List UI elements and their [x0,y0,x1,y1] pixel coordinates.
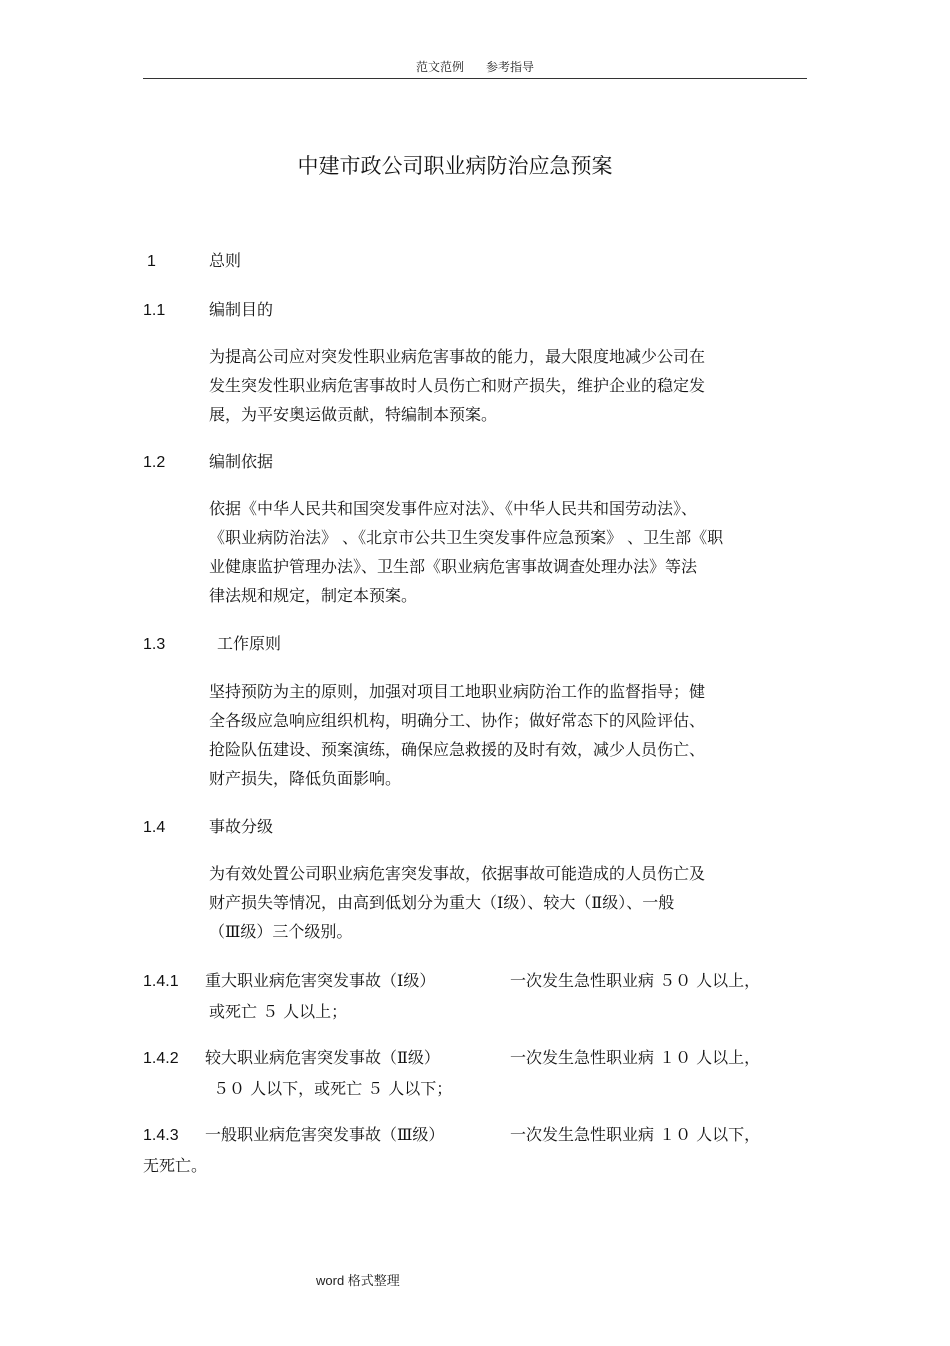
heading-number: 1 [147,253,156,270]
item-text: 一次发生急性职业病 ５０ 人以上， [510,971,761,990]
paragraph-line: 财产损失，降低负面影响。 [209,769,402,788]
item-number: 1.4.2 [143,1050,179,1067]
item-1-4-1 [143,966,813,1027]
header-right-text: 参考指导 [486,60,535,74]
heading-number: 1.1 [143,302,166,319]
heading-1-4 [143,815,273,840]
paragraph-line: 依据《中华人民共和国突发事件应对法》、《中华人民共和国劳动法》、 [209,499,698,518]
item-text-cont: 无死亡。 [143,1156,208,1175]
paragraph-line: 展，为平安奥运做贡献，特编制本预案。 [209,405,498,424]
heading-label: 编制目的 [209,300,274,319]
heading-label: 事故分级 [209,817,274,836]
paragraph-1-3 [209,677,809,793]
paragraph-line: 为提高公司应对突发性职业病危害事故的能力，最大限度地减少公司在 [209,347,706,366]
item-number: 1.4.1 [143,973,179,990]
item-title: 较大职业病危害突发事故（Ⅱ级） [205,1048,440,1067]
header-left-text: 范文范例 [415,60,464,74]
item-text-cont: ５０ 人以下，或死亡 ５ 人以下； [213,1079,453,1098]
heading-number: 1.2 [143,454,166,471]
heading-number: 1.3 [143,636,166,653]
paragraph-line: 发生突发性职业病危害事故时人员伤亡和财产损失，维护企业的稳定发 [209,376,706,395]
paragraph-line: 财产损失等情况，由高到低划分为重大（Ⅰ级）、较大（Ⅱ级）、一般 [209,893,675,912]
item-1-4-2 [143,1043,813,1104]
heading-1-1 [143,298,273,323]
paragraph-1-1 [209,342,809,429]
paragraph-line: 为有效处置公司职业病危害突发事故，依据事故可能造成的人员伤亡及 [209,864,706,883]
item-number: 1.4.3 [143,1127,179,1144]
heading-label: 编制依据 [209,452,274,471]
item-1-4-3 [143,1120,813,1181]
document-title: 中建市政公司职业病防治应急预案 [297,154,613,178]
paragraph-line: 抢险队伍建设、预案演练，确保应急救援的及时有效，减少人员伤亡、 [209,740,706,759]
item-text-cont: 或死亡 ５ 人以上； [209,1002,348,1021]
paragraph-line: 全各级应急响应组织机构，明确分工、协作；做好常态下的风险评估、 [209,711,706,730]
heading-1-3 [143,632,281,657]
page-header [143,56,807,79]
item-title: 重大职业病危害突发事故（Ⅰ级） [205,971,436,990]
paragraph-line: 业健康监护管理办法》、卫生部《职业病危害事故调查处理办法》等法 [209,557,698,576]
paragraph-1-2 [209,494,809,610]
paragraph-1-4 [209,859,809,946]
paragraph-line: 律法规和规定，制定本预案。 [209,586,418,605]
heading-number: 1.4 [143,819,166,836]
heading-1-2 [143,450,273,475]
item-text: 一次发生急性职业病 １０ 人以上， [510,1048,761,1067]
paragraph-line: （Ⅲ级）三个级别。 [209,922,353,941]
heading-1 [143,249,241,274]
item-title: 一般职业病危害突发事故（Ⅲ级） [205,1125,445,1144]
item-text: 一次发生急性职业病 １０ 人以下， [510,1125,761,1144]
paragraph-line: 坚持预防为主的原则，加强对项目工地职业病防治工作的监督指导；健 [209,682,706,701]
heading-label: 工作原则 [217,634,282,653]
page-footer: word 格式整理 [316,1273,400,1288]
heading-label: 总则 [209,251,242,270]
paragraph-line: 《职业病防治法》 、《北京市公共卫生突发事件应急预案》 、卫生部《职 [209,528,724,547]
